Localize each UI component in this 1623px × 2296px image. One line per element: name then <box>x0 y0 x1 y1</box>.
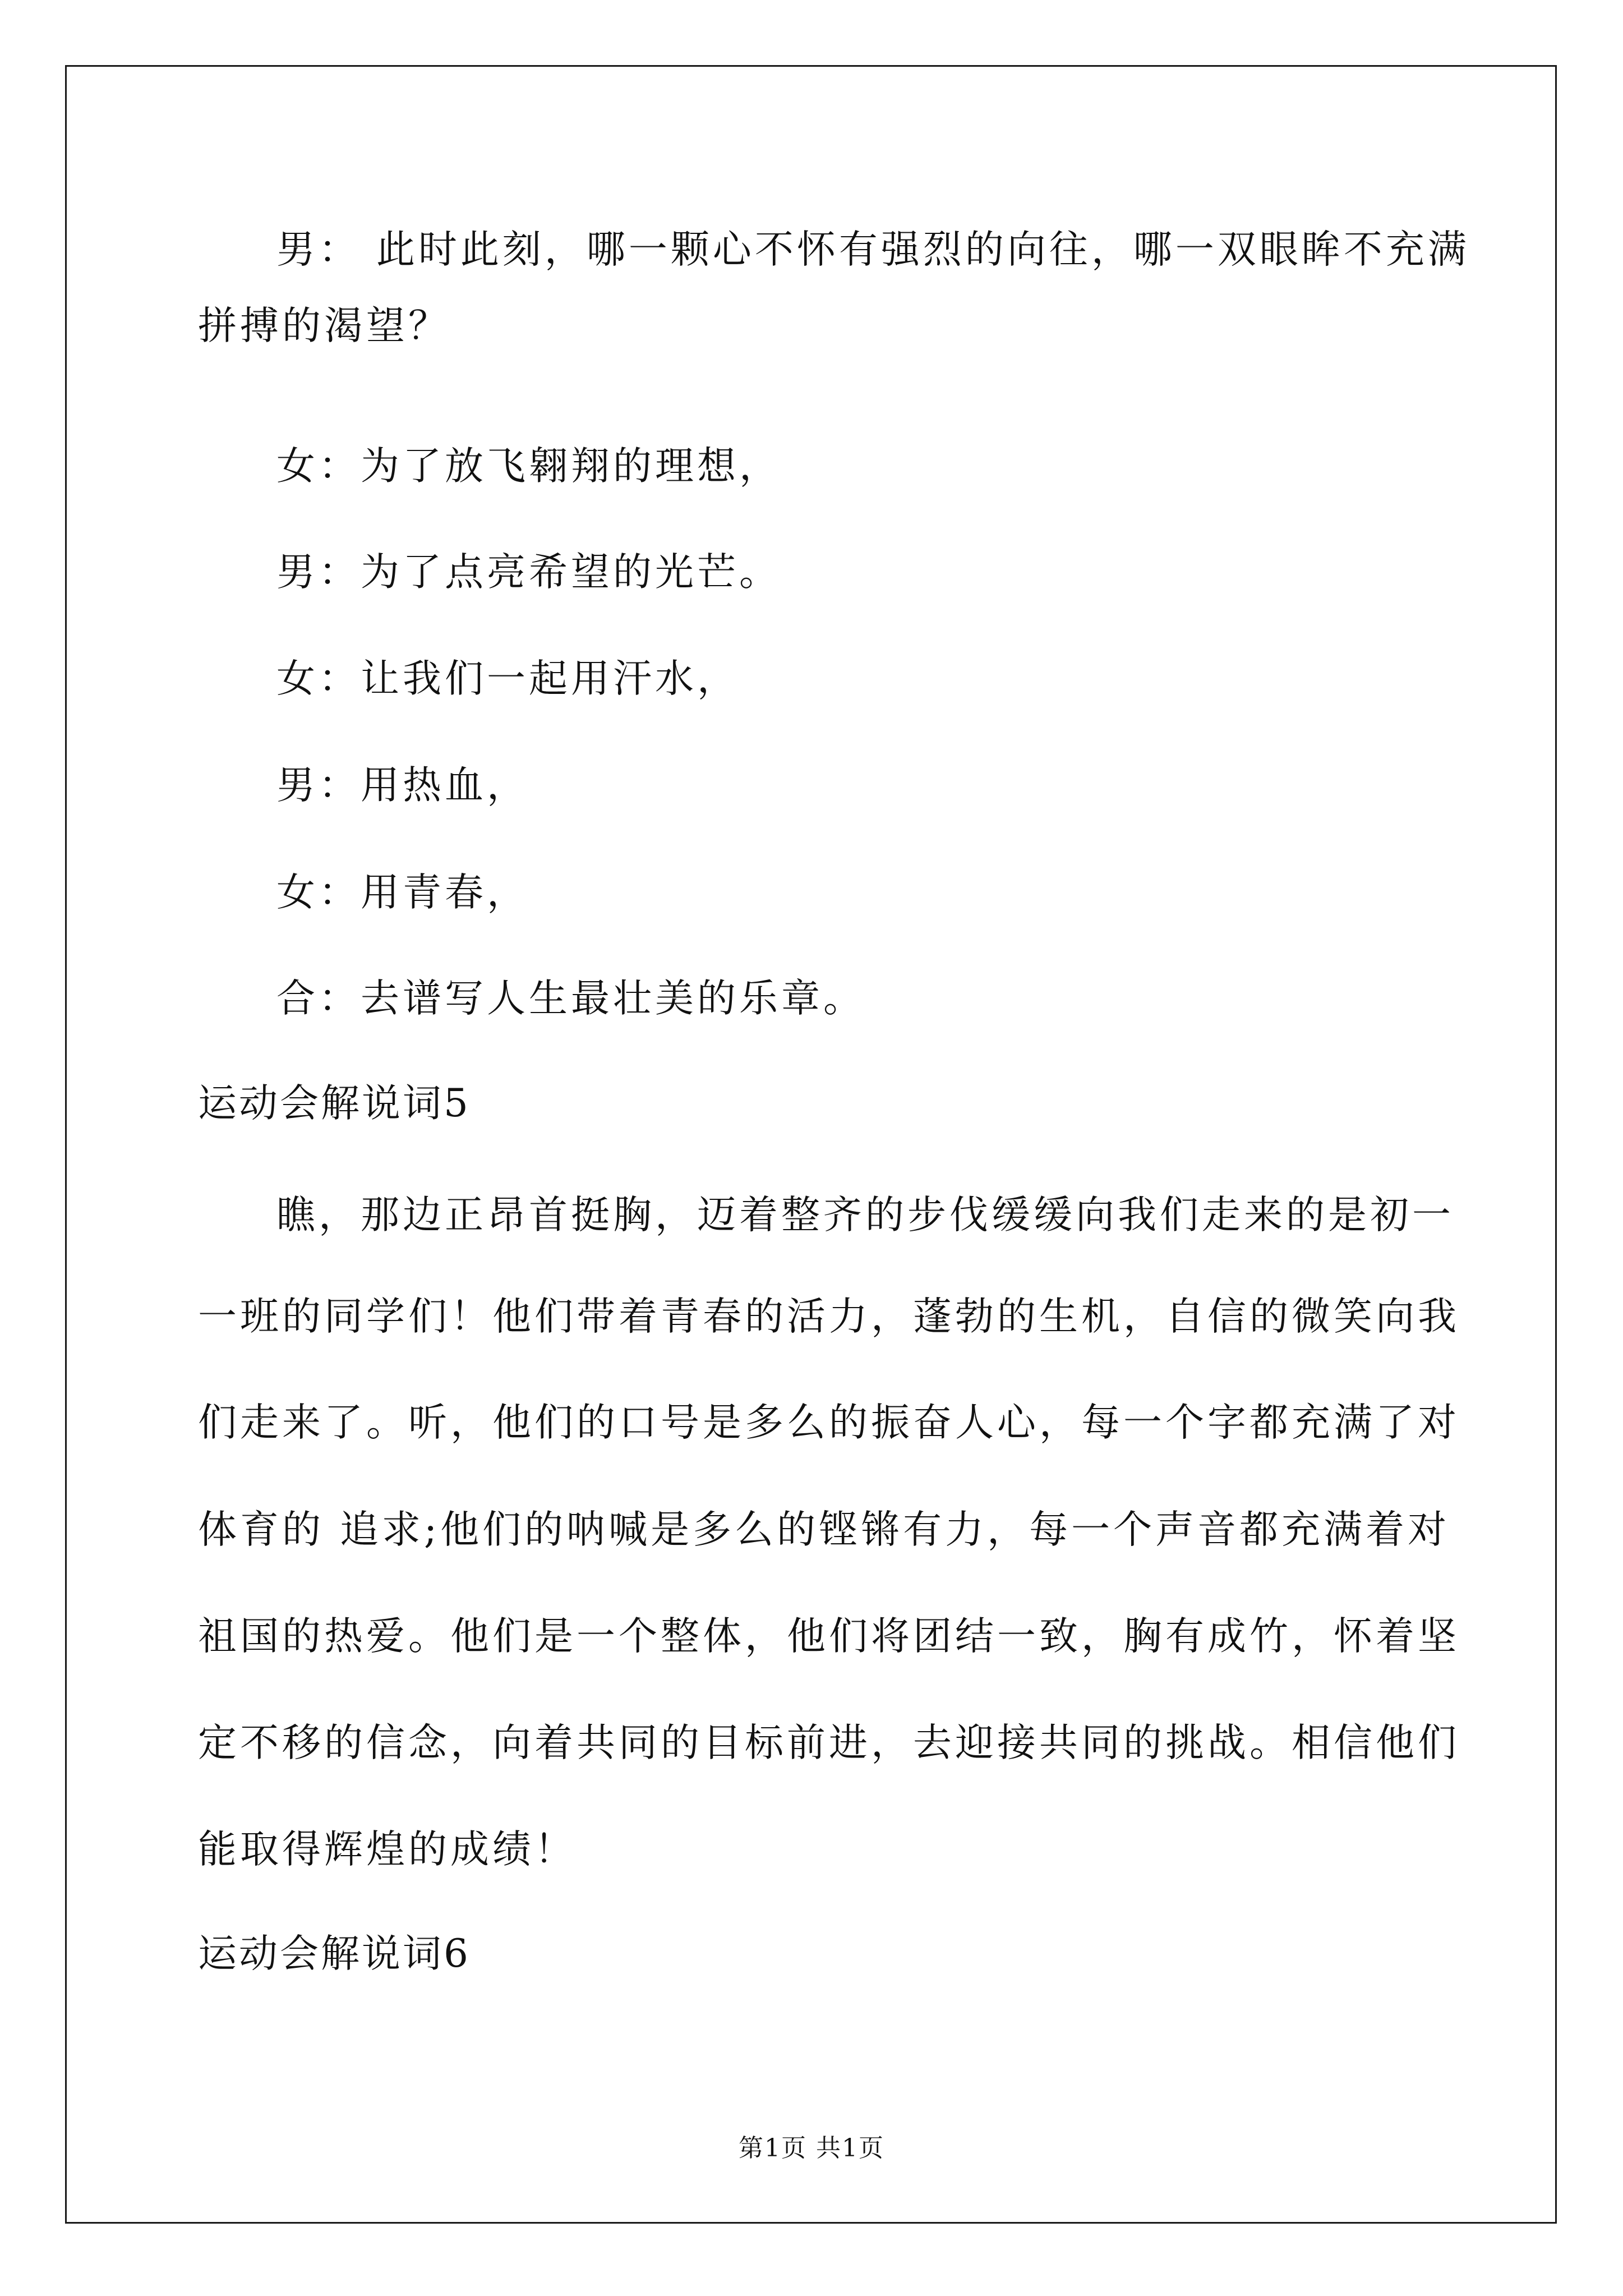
text-line: 合：去谱写人生最壮美的乐章。 <box>276 976 865 1021</box>
text-line: 男：为了点亮希望的光芒。 <box>276 550 781 595</box>
text-line: 能取得辉煌的成绩！ <box>198 1827 577 1872</box>
page-footer: 第1页 共1页 <box>739 2134 884 2162</box>
text-line: 拼搏的渴望？ <box>198 303 450 348</box>
text-line: 瞧，那边正昂首挺胸，迈着整齐的步伐缓缓向我们走来的是初一 <box>276 1193 1454 1237</box>
text-line: 定不移的信念，向着共同的目标前进，去迎接共同的挑战。相信他们 <box>198 1720 1460 1765</box>
text-line: 体育的 追求;他们的呐喊是多么的铿锵有力，每一个声音都充满着对 <box>198 1507 1450 1552</box>
text-line: 女：为了放飞翱翔的理想， <box>276 444 781 489</box>
section-heading: 运动会解说词5 <box>198 1081 471 1126</box>
text-line: 一班的同学们！他们带着青春的活力，蓬勃的生机，自信的微笑向我 <box>198 1294 1460 1339</box>
text-line: 祖国的热爱。他们是一个整体，他们将团结一致，胸有成竹，怀着坚 <box>198 1614 1460 1659</box>
text-line: 男：用热血， <box>276 763 529 808</box>
section-heading: 运动会解说词6 <box>198 1931 471 1976</box>
text-line: 们走来了。听，他们的口号是多么的振奋人心，每一个字都充满了对 <box>198 1400 1460 1445</box>
text-line: 男： 此时此刻，哪一颗心不怀有强烈的向往，哪一双眼眸不充满 <box>276 227 1470 272</box>
text-line: 女：用青春， <box>276 870 529 915</box>
text-line: 女：让我们一起用汗水， <box>276 656 739 701</box>
page-border <box>65 65 1557 2224</box>
